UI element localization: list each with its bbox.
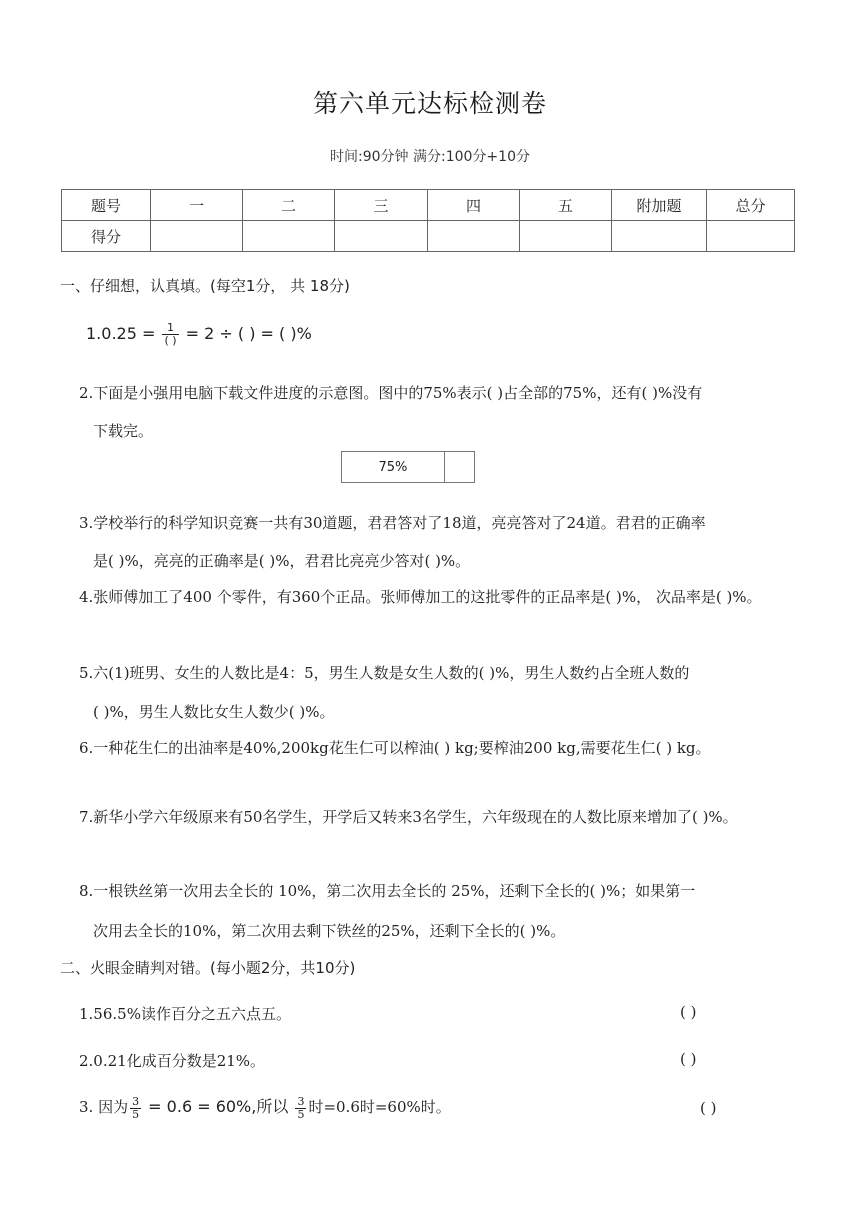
question-2-line1: 2.下面是小强用电脑下载文件进度的示意图。图中的75%表示( )占全部的75%，还有( )%没有	[79, 384, 703, 402]
score-table-cell: 三	[335, 190, 428, 221]
question-7: 7.新华小学六年级原来有50名学生，开学后又转来3名学生，六年级现在的人数比原来增加了( )%。	[79, 808, 738, 826]
page-title: 第六单元达标检测卷	[312, 89, 547, 118]
exam-info: 时间:90分钟 满分:100分+10分	[330, 149, 530, 165]
progress-fill	[342, 452, 445, 482]
score-blank-cell[interactable]	[707, 221, 795, 252]
jq3-frac1-numerator: 3	[132, 1094, 140, 1108]
question-4: 4.张师傅加工了400 个零件，有360个正品。张师傅加工的这批零件的正品率是( )%， 次品率是( )%。	[79, 588, 762, 606]
jq3-frac2-denominator: 5	[297, 1107, 305, 1121]
score-blank-cell[interactable]	[243, 221, 335, 252]
judge-answer-3[interactable]: ( )	[700, 1099, 717, 1117]
question-8-line1: 8.一根铁丝第一次用去全长的 10%，第二次用去全长的 25%，还剩下全长的( )%；如果第一	[79, 882, 696, 900]
q1-frac-denominator: ( )	[164, 334, 177, 347]
score-table	[61, 189, 795, 252]
judge-question-1: 1.56.5%读作百分之五六点五。	[79, 1005, 291, 1023]
score-row-label: 得分	[62, 221, 151, 252]
score-blank-cell[interactable]	[335, 221, 428, 252]
download-progress-bar	[341, 451, 475, 483]
judge-question-2: 2.0.21化成百分数是21%。	[79, 1052, 266, 1070]
jq3-frac2-numerator: 3	[297, 1094, 305, 1108]
score-table-cell: 附加题	[612, 190, 707, 221]
jq3-prefix: 3. 因为	[79, 1098, 129, 1116]
question-3-line1: 3.学校举行的科学知识竞赛一共有30道题，君君答对了18道，亮亮答对了24道。君君的正确率	[79, 514, 706, 532]
question-3-line2: 是( )%，亮亮的正确率是( )%，君君比亮亮少答对( )%。	[93, 552, 471, 570]
question-5-line2: ( )%，男生人数比女生人数少( )%。	[93, 703, 335, 721]
jq3-frac1-denominator: 5	[132, 1107, 140, 1121]
score-table-cell: 总分	[707, 190, 795, 221]
score-blank-cell[interactable]	[151, 221, 243, 252]
question-6: 6.一种花生仁的出油率是40%,200kg花生仁可以榨油( ) kg;要榨油200 kg,需要花生仁( ) kg。	[79, 739, 711, 757]
jq3-fraction-1	[130, 1096, 141, 1121]
section1-heading: 一、仔细想，认真填。(每空1分， 共 18分)	[60, 277, 350, 295]
score-table-score-row	[62, 221, 795, 252]
score-table-cell: 五	[520, 190, 612, 221]
question-2-line2: 下载完。	[93, 422, 154, 440]
score-table-cell: 题号	[62, 190, 151, 221]
question-8-line2: 次用去全长的10%，第二次用去剩下铁丝的25%，还剩下全长的( )%。	[93, 922, 566, 940]
jq3-fraction-2	[295, 1096, 306, 1121]
q1-prefix: 1.0.25 =	[86, 324, 161, 343]
score-table-cell: 四	[428, 190, 520, 221]
judge-question-3	[79, 1094, 451, 1121]
score-table-cell: 二	[243, 190, 335, 221]
jq3-suffix: 时=0.6时=60%时。	[308, 1098, 451, 1116]
score-blank-cell[interactable]	[612, 221, 707, 252]
section2-heading: 二、火眼金睛判对错。(每小题2分，共10分)	[60, 959, 356, 977]
q1-suffix: = 2 ÷ ( ) = ( )%	[180, 324, 312, 343]
score-table-header-row	[62, 190, 795, 221]
judge-answer-2[interactable]: ( )	[680, 1050, 697, 1068]
question-5-line1: 5.六(1)班男、女生的人数比是4：5，男生人数是女生人数的( )%，男生人数约占全班人数的	[79, 664, 690, 682]
progress-label: 75%	[378, 459, 408, 475]
score-blank-cell[interactable]	[428, 221, 520, 252]
jq3-mid: = 0.6 = 60%,所以	[143, 1097, 294, 1116]
score-table-cell: 一	[151, 190, 243, 221]
question-1	[86, 322, 312, 347]
score-blank-cell[interactable]	[520, 221, 612, 252]
judge-answer-1[interactable]: ( )	[680, 1003, 697, 1021]
q1-frac-numerator: 1	[162, 322, 178, 335]
q1-fraction	[162, 322, 178, 347]
